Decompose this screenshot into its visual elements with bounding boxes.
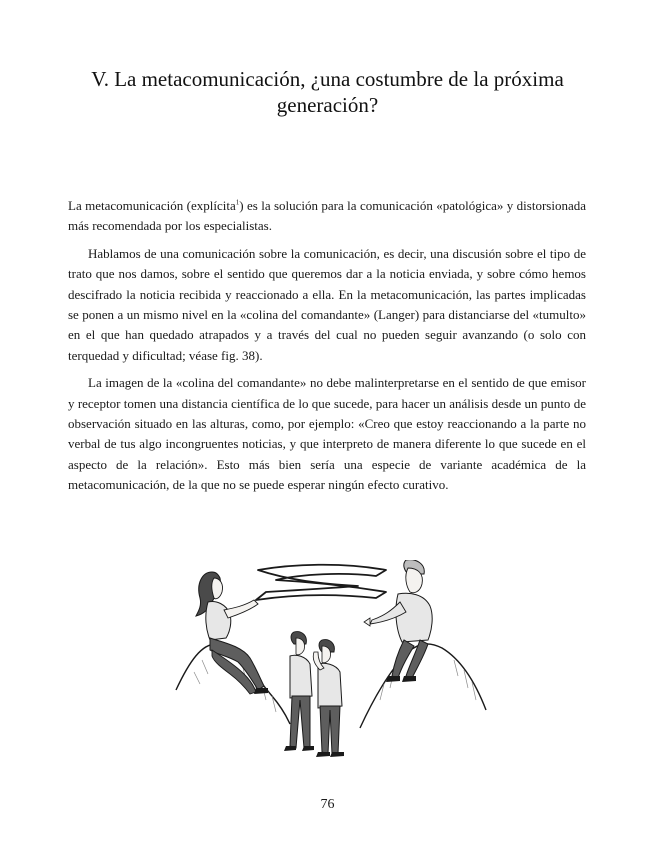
man-on-right-hill [364, 560, 432, 682]
woman-on-left-hill [196, 572, 268, 694]
paragraph-1 [68, 196, 586, 237]
valley-woman-body [290, 655, 312, 698]
arguing-couple [284, 632, 344, 757]
woman-face [212, 578, 223, 599]
valley-woman-shoes [284, 746, 314, 751]
valley-woman-legs [290, 696, 310, 748]
footnote-marker: 1 [235, 198, 240, 207]
valley-man-legs [320, 706, 340, 754]
valley-man-body [318, 663, 342, 708]
paragraph-2: Hablamos de una comunicación sobre la comunicación, es decir, una discusión sobre el tipo de trato que nos damos, sobre el sentido que queremos dar a la noticia enviada, y sobre cómo hemos descifrado la noticia recibida y reaccionado a ella. En la metacomunicación, las partes implicadas se ponen a un mismo nivel en la «colina del comandante» (Langer) para distanciarse del «tumulto» en el que han quedado atrapados y a través del cual no pueden seguir avanzando (o solo con terquedad y dificultad; véase fig. 38). [68, 245, 586, 363]
paragraph-1-end: ) es la solución para la comunicación «patológica» y distorsionada más recomendada por los especialistas. [68, 198, 586, 234]
body-text [68, 196, 586, 503]
man-shoes [386, 676, 416, 682]
page-number: 76 [320, 797, 335, 812]
woman-torso [206, 602, 231, 641]
paragraph-1-start: La metacomunicación (explícita [68, 198, 236, 213]
communication-zigzag-arrow [256, 565, 386, 600]
man-torso [396, 593, 432, 642]
paragraph-3: La imagen de la «colina del comandante» no debe malinterpretarse en el sentido de que emisor y receptor tomen una distancia científica de lo que sucede, para hacer un análisis desde un punto de observación situado en las alturas, como, por ejemplo: «Creo que estoy reaccionando a la parte no verbal de tus algo incongruentes noticias, y que interpreto de manera diferente lo que sucede en el aspecto de la relación». Esto más bien sería una especie de variante académica de la metacomunicación, de la que no se puede esperar ningún efecto curativo. [68, 375, 586, 493]
chapter-title: V. La metacomunicación, ¿una costumbre de la próxima generación? [91, 67, 564, 117]
valley-man-shoes [316, 752, 344, 757]
man-hand [364, 618, 370, 626]
commander-hill-illustration [172, 560, 488, 765]
woman-shoe [254, 688, 268, 694]
woman-arm [224, 600, 258, 618]
